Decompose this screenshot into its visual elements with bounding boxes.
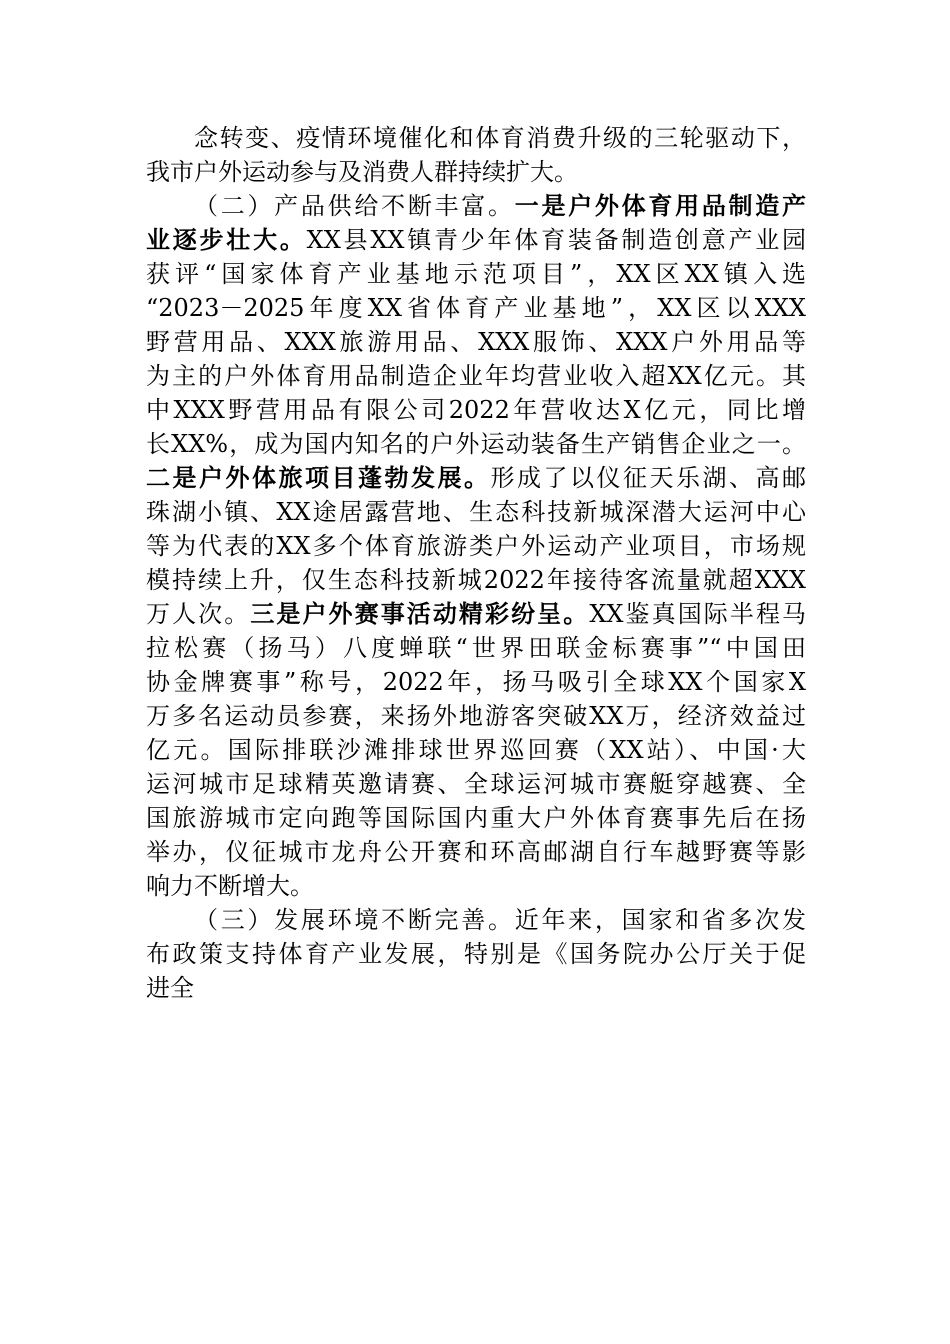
line-14 bbox=[146, 562, 806, 598]
text-run: （二）产品供给不断丰富。 bbox=[194, 192, 515, 220]
text-run: 拉松赛（扬马）八度蝉联“世界田联金标赛事”“中国田 bbox=[146, 634, 806, 662]
line-3 bbox=[194, 188, 806, 224]
line-9 bbox=[146, 392, 806, 428]
text-run: 国旅游城市定向跑等国际国内重大户外体育赛事先后在扬 bbox=[146, 804, 806, 832]
line-26 bbox=[146, 970, 806, 1006]
text-run: 珠湖小镇、XX途居露营地、生态科技新城深潜大运河中心 bbox=[146, 498, 806, 526]
text-run: 形成了以仪征天乐湖、高邮 bbox=[490, 464, 806, 492]
text-run: XX鉴真国际半程马 bbox=[589, 600, 807, 628]
text-run: 万多名运动员参赛，来扬外地游客突破XX万，经济效益过 bbox=[146, 702, 806, 730]
text-run: 运河城市足球精英邀请赛、全球运河城市赛艇穿越赛、全 bbox=[146, 770, 806, 798]
line-7 bbox=[146, 324, 806, 360]
line-10 bbox=[146, 426, 806, 462]
line-4 bbox=[146, 222, 806, 258]
line-1 bbox=[194, 120, 806, 156]
text-run: 万人次。 bbox=[146, 600, 251, 628]
bold-text-run: 一是户外体育用品制造产 bbox=[514, 191, 807, 220]
line-20 bbox=[146, 766, 806, 802]
text-run: 野营用品、XXX旅游用品、XXX服饰、XXX户外用品等 bbox=[146, 328, 806, 356]
line-2 bbox=[146, 154, 806, 190]
bold-text-run: 二是户外体旅项目蓬勃发展。 bbox=[146, 463, 491, 492]
line-5 bbox=[146, 256, 806, 292]
text-run: 模持续上升，仅生态科技新城2022年接待客流量就超XXX bbox=[146, 566, 806, 594]
line-18 bbox=[146, 698, 806, 734]
line-8 bbox=[146, 358, 806, 394]
text-run: 长XX%，成为国内知名的户外运动装备生产销售企业之一。 bbox=[146, 430, 806, 458]
text-run: 获评“国家体育产业基地示范项目”，XX区XX镇入选 bbox=[146, 260, 806, 288]
line-25 bbox=[146, 936, 806, 972]
line-13 bbox=[146, 528, 806, 564]
text-run: “2023－2025年度XX省体育产业基地”，XX区以XXX bbox=[146, 294, 806, 322]
bold-text-run: 三是户外赛事活动精彩纷呈。 bbox=[250, 599, 590, 628]
text-run: 我市户外运动参与及消费人群持续扩大。 bbox=[146, 158, 578, 186]
text-run: 协金牌赛事”称号，2022年，扬马吸引全球XX个国家X bbox=[146, 668, 806, 696]
line-22 bbox=[146, 834, 806, 870]
line-17 bbox=[146, 664, 806, 700]
text-run: 进全 bbox=[146, 974, 194, 1002]
line-19 bbox=[146, 732, 806, 768]
line-21 bbox=[146, 800, 806, 836]
bold-text-run: 业逐步壮大。 bbox=[146, 225, 307, 254]
text-run: 为主的户外体育用品制造企业年均营业收入超XX亿元。其 bbox=[146, 362, 806, 390]
text-run: 举办，仪征城市龙舟公开赛和环高邮湖自行车越野赛等影 bbox=[146, 838, 806, 866]
line-12 bbox=[146, 494, 806, 530]
text-run: 念转变、疫情环境催化和体育消费升级的三轮驱动下， bbox=[194, 124, 806, 152]
text-run: 亿元。国际排联沙滩排球世界巡回赛（XX站）、中国·大 bbox=[146, 736, 806, 764]
text-run: 中XXX野营用品有限公司2022年营收达X亿元，同比增 bbox=[146, 396, 806, 424]
text-run: XX县XX镇青少年体育装备制造创意产业园 bbox=[306, 226, 807, 254]
line-11 bbox=[146, 460, 806, 496]
text-run: （三）发展环境不断完善。近年来，国家和省多次发 bbox=[194, 906, 806, 934]
line-23 bbox=[146, 868, 806, 904]
text-run: 响力不断增大。 bbox=[146, 872, 314, 900]
line-15 bbox=[146, 596, 806, 632]
text-run: 布政策支持体育产业发展，特别是《国务院办公厅关于促 bbox=[146, 940, 806, 968]
text-run: 等为代表的XX多个体育旅游类户外运动产业项目，市场规 bbox=[146, 532, 806, 560]
line-16 bbox=[146, 630, 806, 666]
line-6 bbox=[146, 290, 806, 326]
line-24 bbox=[194, 902, 806, 938]
